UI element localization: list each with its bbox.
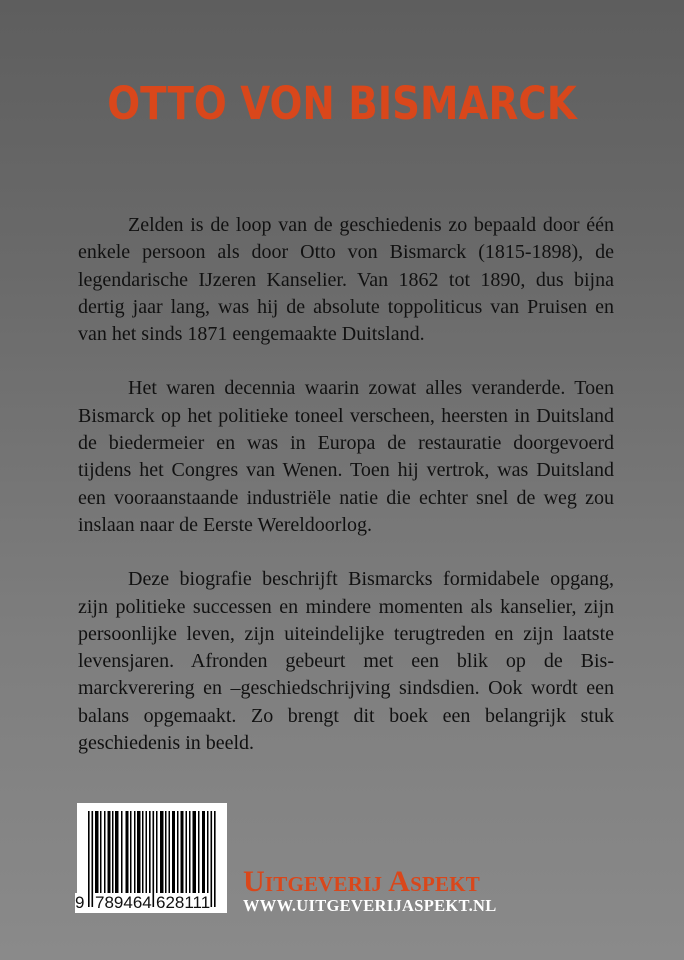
isbn-right-digits: 628111 xyxy=(156,893,211,912)
blurb-paragraph-2: Het waren decennia waarin zowat alles veranderde. Toen Bismarck op het politieke toneel verscheen, heersten in Duitsland de biedermeier en was in Europa de restauratie doorgevoerd tijdens het Congres van Wenen. Toen hij vertrok, was Duitsland een vooraanstaande industriële natie die echter snel de weg zou inslaan naar de Eerste Wereldoorlog. xyxy=(78,377,614,536)
isbn-barcode xyxy=(77,803,227,913)
isbn-left-digits: 789464 xyxy=(95,893,152,912)
blurb xyxy=(78,212,614,784)
publisher-name: Uitgeverij Aspekt xyxy=(243,865,480,898)
isbn-digits xyxy=(77,893,227,913)
book-title: OTTO VON BISMARCK xyxy=(107,77,577,130)
blurb-paragraph-3: Deze biografie beschrijft Bismarcks formidabele opgang, zijn politieke successen en mindere momenten als kanselier, zijn persoonlijke leven, zijn uiteindelijke terugtreden en zijn laatste levensjaren. Afronden gebeurt met een blik op de Bismarckverering en –geschiedschrijving sindsdien. Ook wordt een balans opgemaakt. Zo brengt dit boek een belangrijk stuk geschiedenis in beeld. xyxy=(78,568,614,755)
blurb-paragraph-1: Zelden is de loop van de geschiedenis zo bepaald door één enkele persoon als door Otto von Bismarck (1815-1898), de legendarische IJzeren Kanselier. Van 1862 tot 1890, dus bijna dertig jaar lang, was hij de absolute toppoliticus van Pruisen en van het sinds 1871 eengemaakte Duitsland. xyxy=(78,214,614,346)
isbn-prefix-digit: 9 xyxy=(75,893,85,912)
publisher-website: WWW.UITGEVERIJASPEKT.NL xyxy=(243,896,497,915)
